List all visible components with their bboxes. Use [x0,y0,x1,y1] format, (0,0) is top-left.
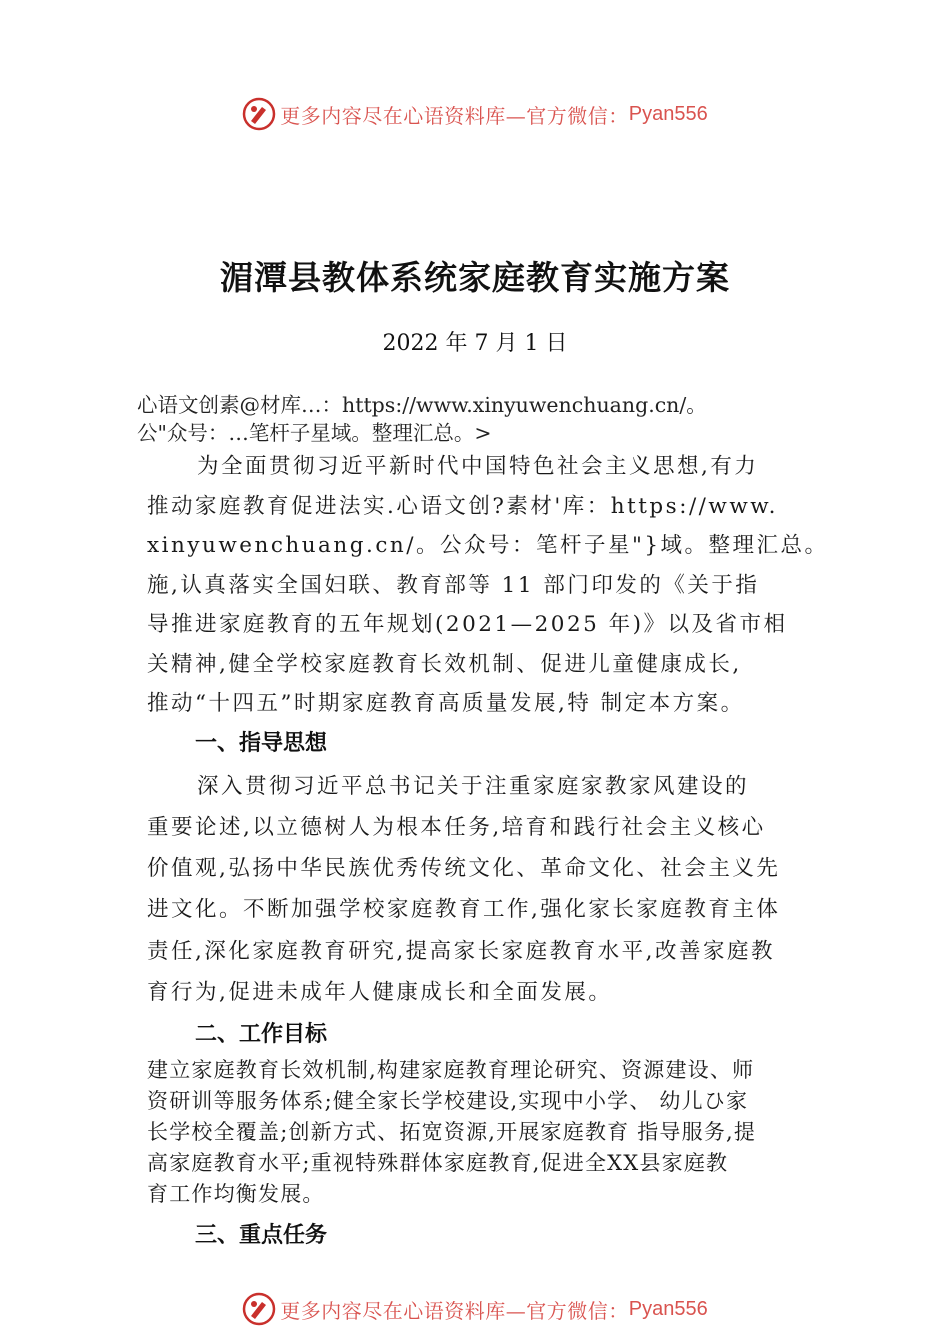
section2-line: 建立家庭教育长效机制,构建家庭教育理论研究、资源建设、师 [147,1058,755,1082]
intro-line: 关精神,健全学校家庭教育长效机制、促进儿童健康成长, [147,652,742,677]
section1-line: 育行为,促进未成年人健康成长和全面发展。 [147,980,613,1005]
banner-wechat-id: Pyan556 [628,102,708,125]
document-title: 湄潭县教体系统家庭教育实施方案 [220,258,730,297]
section2-line: 长学校全覆盖;创新方式、拓宽资源,开展家庭教育 指导服务,提 [147,1120,757,1144]
section2-line: 高家庭教育水平;重视特殊群体家庭教育,促进全XX县家庭教 [147,1151,729,1175]
document-date: 2022 年 7 月 1 日 [382,331,568,356]
logo-icon [242,1292,276,1326]
section-heading-guiding-ideology: 一、指导思想 [195,731,328,756]
section-heading-work-goals: 二、工作目标 [195,1022,328,1047]
banner-text: 更多内容尽在心语资料库—官方微信： [280,103,629,128]
section1-line: 深入贯彻习近平总书记关于注重家庭家教家风建设的 [197,774,750,799]
section1-line: 重要论述,以立德树人为根本任务,培育和践行社会主义核心 [147,815,766,840]
section1-line: 责任,深化家庭教育研究,提高家长家庭教育水平,改善家庭教 [147,939,776,964]
intro-line: 推动家庭教育促进法实.心语文创?素材'库：https://www. [147,494,778,519]
source-note-line: 公"众号：…笔杆子星域。整理汇总。> [137,421,492,445]
intro-line: 导推进家庭教育的五年规划(2021—2025 年)》以及省市相 [147,612,788,637]
header-banner [0,94,950,134]
section2-line: 育工作均衡发展。 [147,1182,325,1206]
intro-line: 为全面贯彻习近平新时代中国特色社会主义思想,有力 [197,454,759,479]
intro-line: 施,认真落实全国妇联、教育部等 11 部门印发的《关于指 [147,573,760,598]
section1-line: 进文化。不断加强学校家庭教育工作,强化家长家庭教育主体 [147,897,781,922]
intro-line: 推动“十四五”时期家庭教育高质量发展,特 制定本方案。 [147,691,745,716]
logo-icon [242,97,276,131]
section-heading-key-tasks: 三、重点任务 [195,1223,328,1248]
intro-line: xinyuwenchuang.cn/。公众号：笔杆子星"}域。整理汇总。 [147,533,829,558]
section1-line: 价值观,弘扬中华民族优秀传统文化、革命文化、社会主义先 [147,856,781,881]
source-note-line: 心语文创素@材库…：https://www.xinyuwenchuang.cn/。 [137,393,707,417]
footer-banner [0,1289,950,1329]
section2-line: 资研训等服务体系;健全家长学校建设,实现中小学、 幼儿ひ家 [147,1089,749,1113]
banner-wechat-id: Pyan556 [628,1297,708,1320]
banner-text: 更多内容尽在心语资料库—官方微信： [280,1298,629,1323]
